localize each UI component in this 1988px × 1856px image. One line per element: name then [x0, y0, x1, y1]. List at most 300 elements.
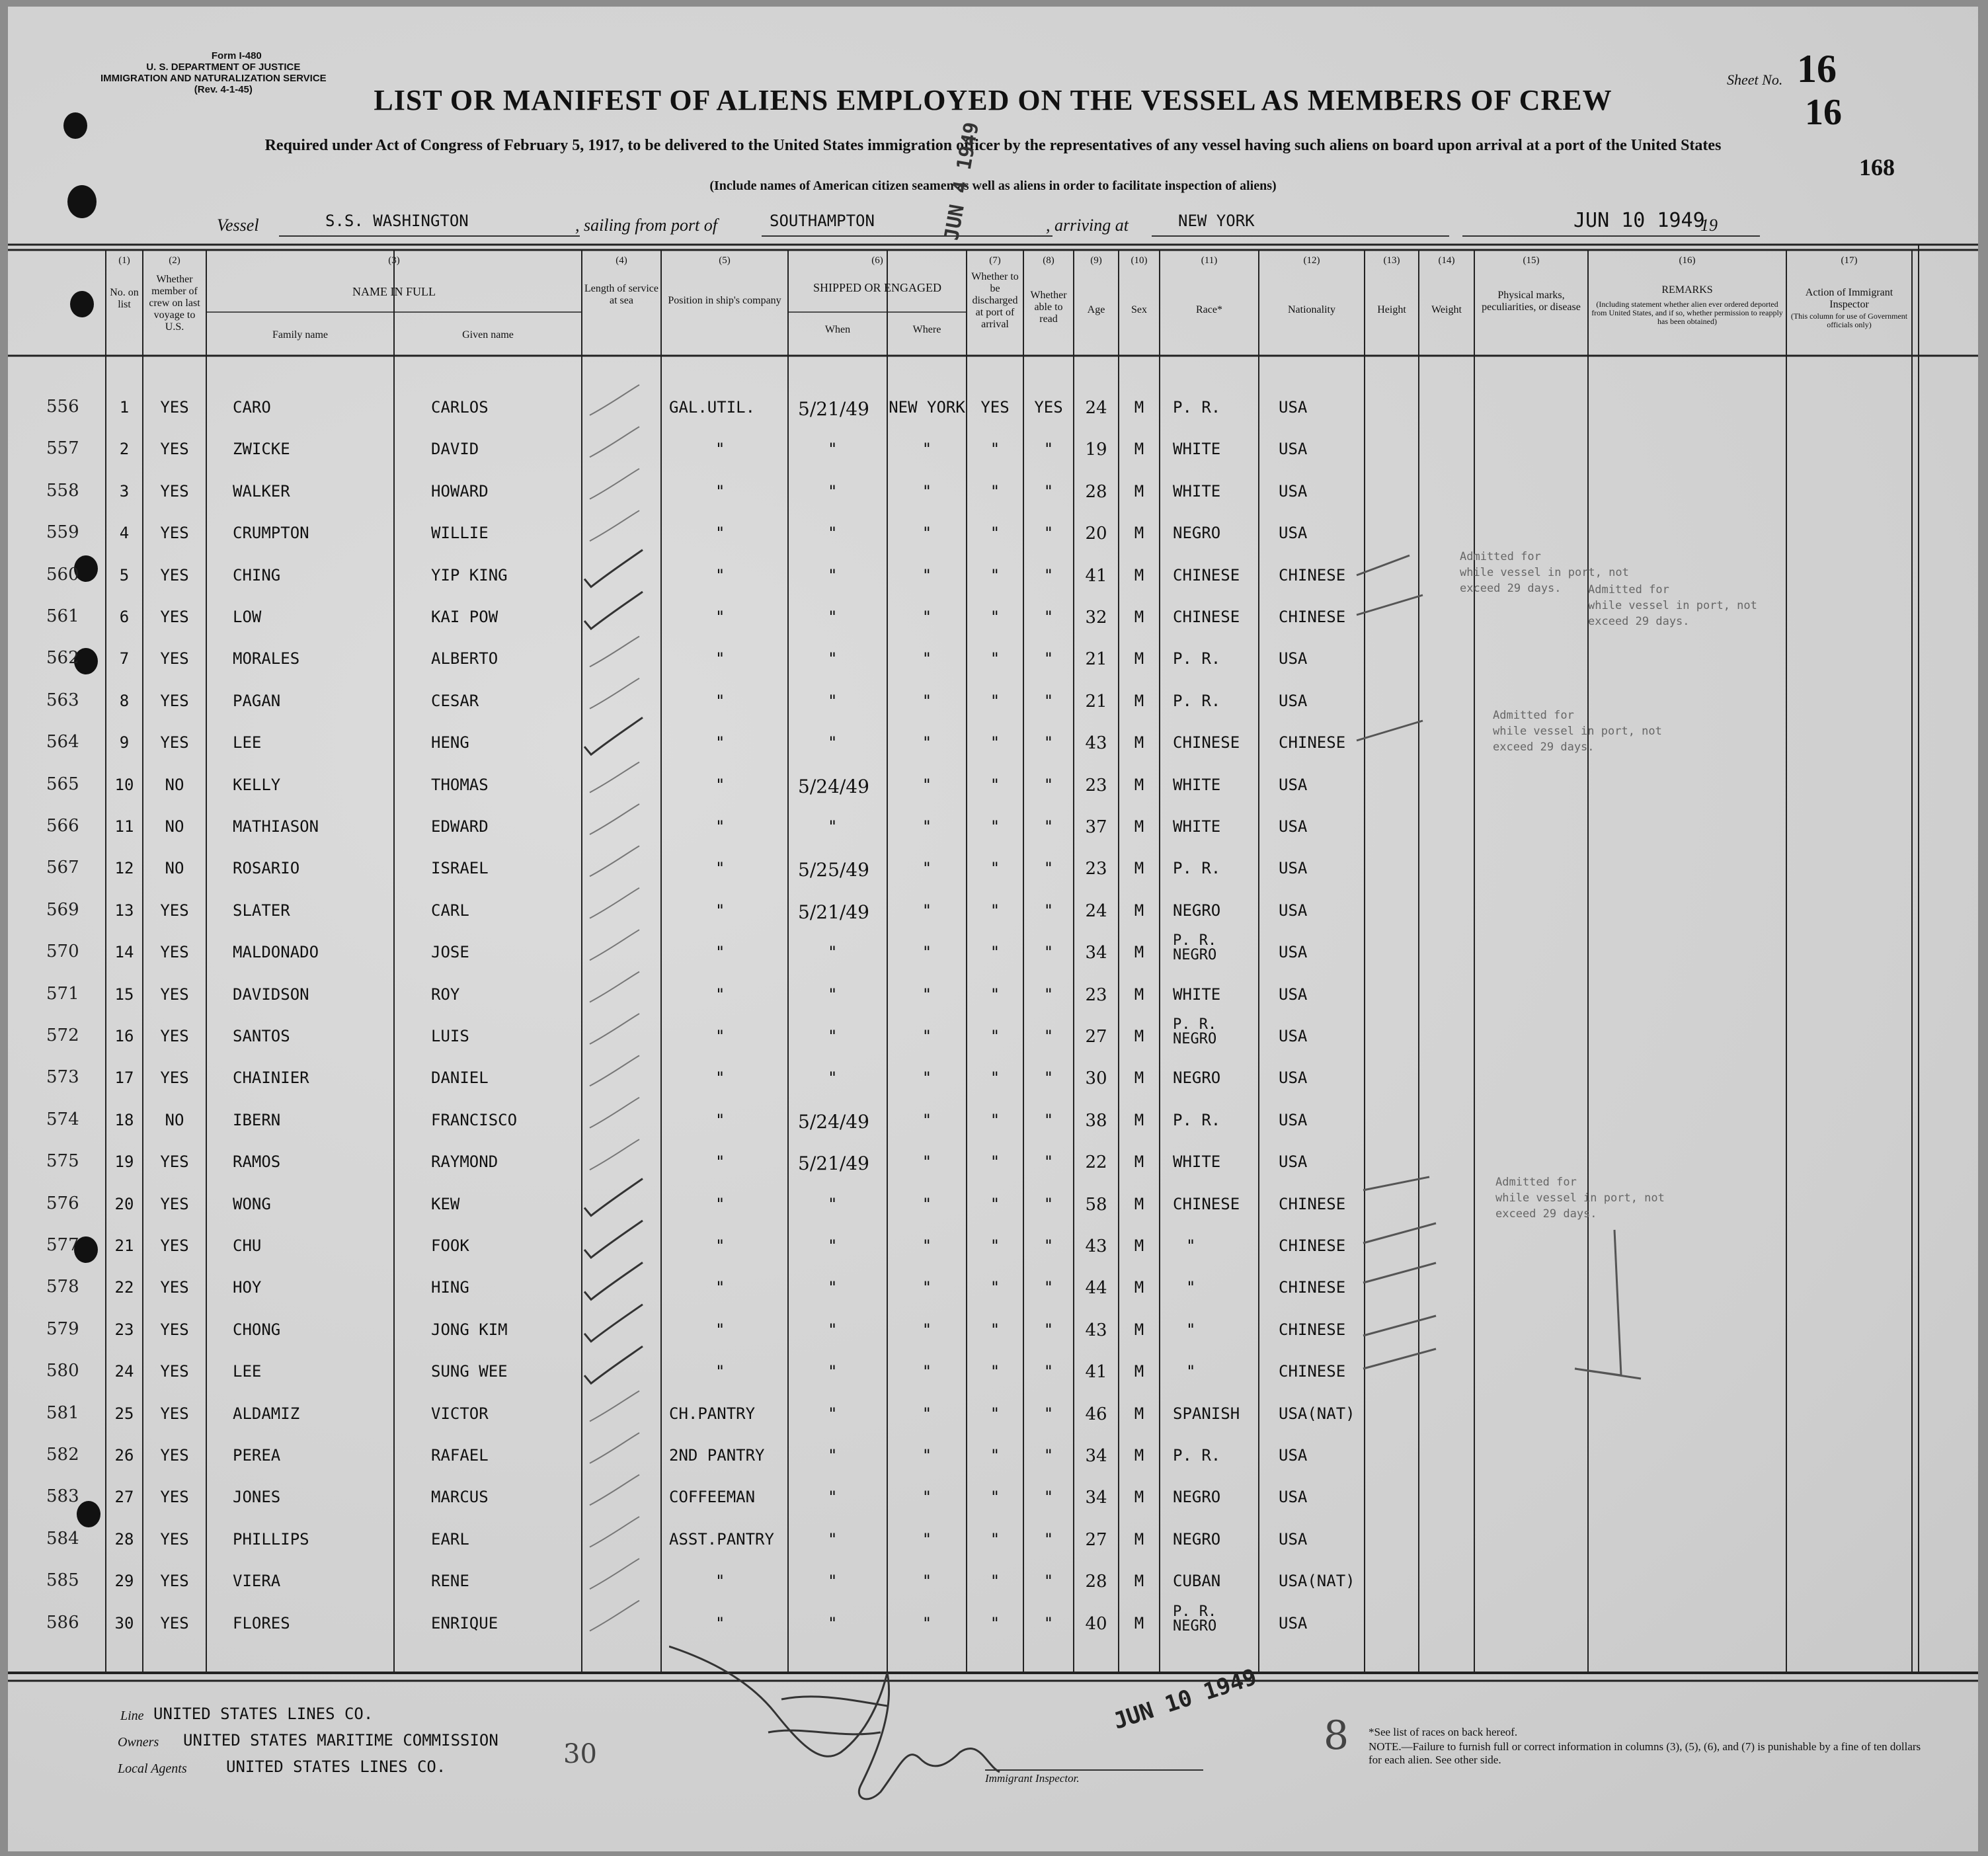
row-given-name: DANIEL: [431, 1069, 489, 1088]
row-sex: M: [1134, 481, 1144, 501]
row-family-name: WONG: [233, 1194, 271, 1213]
row-discharged: ": [990, 1572, 1000, 1591]
row-shipped-where: ": [922, 481, 932, 501]
row-nationality: USA: [1279, 985, 1308, 1004]
vessel-label: Vessel: [217, 216, 259, 235]
remark-admitted: Admitted for while vessel in port, not exceed 29 days.: [1460, 550, 1629, 595]
row-race: ": [1186, 1362, 1196, 1381]
row-shipped-when: ": [828, 481, 838, 501]
row-shipped-when: ": [828, 649, 838, 668]
row-position: ": [715, 1194, 725, 1213]
row-given-name: ALBERTO: [431, 649, 498, 668]
row-shipped-when: ": [828, 1529, 838, 1549]
sailing-label: , sailing from port of: [575, 216, 718, 235]
column-header-c4: Length of service at sea: [584, 283, 658, 306]
row-sex: M: [1134, 1446, 1144, 1465]
row-discharged: ": [990, 1529, 1000, 1549]
row-family-name: RAMOS: [233, 1152, 281, 1172]
row-able-to-read: ": [1043, 859, 1054, 878]
column-header-remarks-note: (Including statement whether alien ever ordered deported from United States, and if so, whether permission to reapply has been obtained): [1591, 300, 1783, 326]
row-shipped-where: ": [922, 565, 932, 585]
row-position: ": [715, 1027, 725, 1045]
row-shipped-where: ": [922, 817, 932, 836]
row-list-number: 574: [46, 1109, 79, 1129]
row-given-name: WILLIE: [431, 524, 489, 543]
row-number: 7: [119, 649, 130, 668]
row-discharged: ": [990, 1613, 1000, 1633]
row-given-name: ISRAEL: [431, 859, 489, 878]
row-discharged: ": [990, 1278, 1000, 1297]
row-shipped-where: ": [922, 775, 932, 794]
arriving-label: , arriving at: [1046, 216, 1129, 235]
row-position: 2ND PANTRY: [669, 1446, 765, 1465]
row-age: 23: [1085, 985, 1107, 1005]
row-discharged: ": [990, 1404, 1000, 1423]
row-previous-voyage: YES: [160, 943, 189, 962]
row-previous-voyage: YES: [160, 691, 189, 710]
row-previous-voyage: YES: [160, 1362, 189, 1381]
row-previous-voyage: YES: [160, 1488, 189, 1507]
row-discharged: ": [990, 691, 1000, 710]
row-age: 43: [1085, 1320, 1107, 1340]
row-able-to-read: ": [1043, 691, 1054, 710]
row-shipped-where: ": [922, 901, 932, 920]
row-discharged: ": [990, 1236, 1000, 1255]
row-given-name: DAVID: [431, 440, 479, 459]
row-age: 21: [1085, 691, 1107, 711]
line-label: Line: [120, 1709, 144, 1723]
row-previous-voyage: YES: [160, 565, 189, 585]
row-previous-voyage: YES: [160, 524, 189, 543]
inspector-label: Immigrant Inspector.: [985, 1769, 1203, 1785]
row-sex: M: [1134, 1027, 1144, 1045]
agents-label: Local Agents: [118, 1761, 187, 1776]
row-able-to-read: YES: [1034, 398, 1063, 417]
row-family-name: CHU: [233, 1236, 262, 1255]
row-shipped-when: ": [828, 1613, 838, 1633]
row-able-to-read: ": [1043, 1320, 1054, 1339]
row-sex: M: [1134, 1404, 1144, 1423]
row-discharged: ": [990, 1152, 1000, 1172]
row-shipped-where: ": [922, 1069, 932, 1088]
manifest-sheet: [8, 7, 1978, 1851]
row-list-number: 559: [46, 522, 79, 543]
row-nationality: CHINESE: [1279, 608, 1346, 626]
row-number: 10: [114, 775, 134, 794]
row-previous-voyage: YES: [160, 1529, 189, 1549]
receipt-stamp: JUN 4 1949: [940, 120, 984, 243]
column-number-c1: (1): [118, 255, 130, 266]
row-able-to-read: ": [1043, 1446, 1054, 1465]
row-discharged: ": [990, 817, 1000, 836]
row-age: 20: [1085, 524, 1107, 544]
row-shipped-when: ": [828, 1278, 838, 1297]
row-position: CH.PANTRY: [669, 1404, 756, 1423]
row-nationality: USA: [1279, 1152, 1308, 1172]
row-position: ": [715, 524, 725, 543]
column-header-c10: Sex: [1131, 304, 1147, 315]
column-header-where: Where: [912, 324, 941, 335]
row-family-name: CRUMPTON: [233, 524, 309, 543]
column-header-c17: Action of Immigrant Inspector: [1805, 287, 1893, 310]
row-discharged: ": [990, 943, 1000, 962]
row-discharged: ": [990, 985, 1000, 1004]
row-position: ": [715, 901, 725, 920]
row-given-name: HENG: [431, 733, 469, 752]
row-shipped-where: ": [922, 1194, 932, 1213]
row-discharged: ": [990, 733, 1000, 752]
row-given-name: MARCUS: [431, 1488, 489, 1507]
row-previous-voyage: YES: [160, 1320, 189, 1339]
row-given-name: HING: [431, 1278, 469, 1297]
row-age: 27: [1085, 1027, 1107, 1047]
row-able-to-read: ": [1043, 1194, 1054, 1213]
row-shipped-where: ": [922, 1027, 932, 1045]
row-number: 28: [114, 1529, 134, 1549]
row-given-name: SUNG WEE: [431, 1362, 508, 1381]
row-discharged: ": [990, 859, 1000, 878]
row-race: CUBAN: [1173, 1572, 1221, 1591]
row-able-to-read: ": [1043, 1529, 1054, 1549]
row-number: 30: [114, 1613, 134, 1633]
handwritten-mark: 8: [1324, 1713, 1349, 1759]
row-able-to-read: ": [1043, 1488, 1054, 1507]
row-race: ": [1186, 1320, 1196, 1339]
row-sex: M: [1134, 1572, 1144, 1591]
row-given-name: LUIS: [431, 1027, 469, 1045]
row-shipped-when: ": [828, 1320, 838, 1339]
row-able-to-read: ": [1043, 649, 1054, 668]
column-header-c15: Physical marks, peculiarities, or disease: [1482, 290, 1581, 313]
row-age: 24: [1085, 398, 1107, 418]
column-header-c5: Position in ship's company: [668, 295, 781, 306]
row-shipped-when: 5/21/49: [798, 901, 869, 923]
row-nationality: CHINESE: [1279, 1278, 1346, 1297]
row-shipped-when: ": [828, 524, 838, 543]
row-shipped-when: ": [828, 943, 838, 962]
row-nationality: USA(NAT): [1279, 1404, 1355, 1423]
column-header-family-name: Family name: [272, 329, 328, 341]
row-family-name: JONES: [233, 1488, 281, 1507]
row-list-number: 571: [46, 983, 79, 1004]
row-age: 34: [1085, 1446, 1107, 1466]
row-given-name: CARLOS: [431, 398, 489, 417]
row-shipped-where: ": [922, 1488, 932, 1507]
row-nationality: USA: [1279, 943, 1308, 962]
row-position: ": [715, 649, 725, 668]
row-position: ": [715, 733, 725, 752]
row-given-name: JONG KIM: [431, 1320, 508, 1339]
row-list-number: 561: [46, 606, 79, 626]
row-race: P. R.: [1173, 691, 1221, 710]
row-race: CHINESE: [1173, 565, 1240, 585]
row-list-number: 572: [46, 1026, 79, 1045]
row-list-number: 570: [46, 942, 79, 962]
row-position: ": [715, 1278, 725, 1297]
row-shipped-when: ": [828, 733, 838, 752]
row-position: ": [715, 691, 725, 710]
row-discharged: ": [990, 608, 1000, 626]
row-family-name: LOW: [233, 608, 262, 626]
row-nationality: CHINESE: [1279, 1362, 1346, 1381]
row-given-name: VICTOR: [431, 1404, 489, 1423]
row-nationality: CHINESE: [1279, 733, 1346, 752]
row-list-number: 580: [46, 1361, 79, 1381]
column-header-c8: Whether able to read: [1030, 290, 1067, 325]
row-family-name: SANTOS: [233, 1027, 290, 1045]
row-family-name: WALKER: [233, 481, 290, 501]
row-nationality: CHINESE: [1279, 1236, 1346, 1255]
row-race: P. R.: [1173, 859, 1221, 878]
row-list-number: 556: [46, 397, 79, 417]
row-age: 43: [1085, 1236, 1107, 1256]
row-shipped-when: ": [828, 440, 838, 459]
column-number-c13: (13): [1383, 255, 1400, 266]
row-previous-voyage: YES: [160, 1152, 189, 1172]
row-able-to-read: ": [1043, 1152, 1054, 1172]
row-age: 34: [1085, 1488, 1107, 1508]
row-family-name: CHING: [233, 565, 281, 585]
year-label: 19: [1700, 216, 1718, 235]
row-nationality: USA: [1279, 1488, 1308, 1507]
row-list-number: 569: [46, 899, 79, 920]
row-previous-voyage: YES: [160, 1236, 189, 1255]
pencil-marks: [8, 7, 1978, 1851]
row-list-number: 584: [46, 1528, 79, 1549]
row-shipped-where: ": [922, 943, 932, 962]
row-nationality: USA(NAT): [1279, 1572, 1355, 1591]
row-sex: M: [1134, 985, 1144, 1004]
row-given-name: KAI POW: [431, 608, 498, 626]
inspection-date-stamp: JUN 10 1949: [1110, 1664, 1260, 1735]
row-previous-voyage: YES: [160, 608, 189, 626]
row-previous-voyage: YES: [160, 1446, 189, 1465]
row-shipped-where: ": [922, 859, 932, 878]
row-shipped-when: ": [828, 1069, 838, 1088]
row-sex: M: [1134, 901, 1144, 920]
row-age: 58: [1085, 1194, 1107, 1215]
row-given-name: EARL: [431, 1529, 469, 1549]
row-shipped-when: 5/21/49: [798, 1152, 869, 1175]
row-nationality: USA: [1279, 524, 1308, 543]
row-previous-voyage: YES: [160, 1613, 189, 1633]
row-position: ": [715, 1069, 725, 1088]
row-race: P. R. NEGRO: [1173, 932, 1217, 964]
row-list-number: 576: [46, 1193, 79, 1213]
row-number: 2: [119, 440, 130, 459]
line-value: UNITED STATES LINES CO.: [153, 1705, 374, 1723]
row-shipped-where: ": [922, 985, 932, 1004]
row-number: 20: [114, 1194, 134, 1213]
inspector-signature: [669, 1633, 1066, 1818]
row-shipped-when: ": [828, 691, 838, 710]
row-sex: M: [1134, 1069, 1144, 1088]
row-able-to-read: ": [1043, 1236, 1054, 1255]
column-number-c4: (4): [616, 255, 627, 266]
row-list-number: 573: [46, 1067, 79, 1088]
row-nationality: USA: [1279, 817, 1308, 836]
row-position: COFFEEMAN: [669, 1488, 756, 1507]
column-number-c15: (15): [1523, 255, 1540, 266]
row-previous-voyage: NO: [165, 817, 184, 836]
row-previous-voyage: YES: [160, 1278, 189, 1297]
row-sex: M: [1134, 524, 1144, 543]
penalty-note: NOTE.—Failure to furnish full or correct information in columns (3), (5), (6), and (7) is punishable by a fine of ten dollars for each alien. See other side.: [1369, 1740, 1921, 1766]
arriving-port: NEW YORK: [1178, 212, 1255, 230]
column-header-c7: Whether to be discharged at port of arrival: [971, 271, 1019, 330]
row-race: SPANISH: [1173, 1404, 1240, 1423]
form-service: IMMIGRATION AND NATURALIZATION SERVICE: [100, 73, 327, 84]
column-header-c11: Race*: [1196, 304, 1222, 315]
row-discharged: ": [990, 1320, 1000, 1339]
row-able-to-read: ": [1043, 901, 1054, 920]
column-number-c17: (17): [1841, 255, 1858, 266]
row-discharged: ": [990, 565, 1000, 585]
row-position: ": [715, 775, 725, 794]
owners-label: Owners: [118, 1735, 159, 1750]
arrival-date: JUN 10 1949: [1573, 209, 1705, 232]
column-header-action-note: (This column for use of Government officials only): [1790, 311, 1908, 329]
row-discharged: ": [990, 481, 1000, 501]
row-race: WHITE: [1173, 817, 1221, 836]
row-list-number: 578: [46, 1277, 79, 1297]
row-previous-voyage: YES: [160, 649, 189, 668]
row-previous-voyage: NO: [165, 775, 184, 794]
column-header-c9: Age: [1087, 304, 1105, 315]
row-family-name: PHILLIPS: [233, 1529, 309, 1549]
row-able-to-read: ": [1043, 565, 1054, 585]
row-nationality: USA: [1279, 859, 1308, 878]
row-shipped-when: ": [828, 1572, 838, 1591]
row-age: 40: [1085, 1613, 1107, 1634]
row-sex: M: [1134, 943, 1144, 962]
column-header-c6: SHIPPED OR ENGAGED: [813, 281, 941, 294]
row-given-name: ENRIQUE: [431, 1613, 498, 1633]
row-shipped-when: 5/25/49: [798, 859, 869, 881]
column-header-c1: No. on list: [110, 287, 139, 310]
row-given-name: JOSE: [431, 943, 469, 962]
row-race: P. R. NEGRO: [1173, 1016, 1217, 1047]
row-race: CHINESE: [1173, 608, 1240, 626]
row-list-number: 558: [46, 480, 79, 501]
row-nationality: USA: [1279, 691, 1308, 710]
column-number-c8: (8): [1043, 255, 1054, 266]
row-number: 27: [114, 1488, 134, 1507]
row-previous-voyage: YES: [160, 1069, 189, 1088]
row-previous-voyage: YES: [160, 398, 189, 417]
row-nationality: USA: [1279, 1027, 1308, 1045]
row-race: WHITE: [1173, 985, 1221, 1004]
row-race: NEGRO: [1173, 1488, 1221, 1507]
row-discharged: ": [990, 1488, 1000, 1507]
row-number: 5: [119, 565, 130, 585]
row-list-number: 582: [46, 1445, 79, 1465]
row-nationality: USA: [1279, 1110, 1308, 1129]
row-shipped-when: ": [828, 1236, 838, 1255]
row-race: ": [1186, 1278, 1196, 1297]
row-position: GAL.UTIL.: [669, 398, 756, 417]
row-race: P. R.: [1173, 398, 1221, 417]
row-number: 11: [114, 817, 134, 836]
page-title: LIST OR MANIFEST OF ALIENS EMPLOYED ON THE VESSEL AS MEMBERS OF CREW: [374, 84, 1612, 116]
row-nationality: USA: [1279, 440, 1308, 459]
row-family-name: LEE: [233, 733, 262, 752]
row-sex: M: [1134, 608, 1144, 626]
row-able-to-read: ": [1043, 1572, 1054, 1591]
row-shipped-when: ": [828, 608, 838, 626]
row-age: 46: [1085, 1404, 1107, 1424]
row-previous-voyage: YES: [160, 985, 189, 1004]
row-sex: M: [1134, 691, 1144, 710]
column-number-c12: (12): [1303, 255, 1320, 266]
row-discharged: ": [990, 1027, 1000, 1045]
owners-value: UNITED STATES MARITIME COMMISSION: [183, 1731, 498, 1750]
row-family-name: IBERN: [233, 1110, 281, 1129]
row-position: ": [715, 565, 725, 585]
row-position: ": [715, 1362, 725, 1381]
row-shipped-where: ": [922, 1362, 932, 1381]
row-able-to-read: ": [1043, 524, 1054, 543]
row-previous-voyage: YES: [160, 440, 189, 459]
row-given-name: FRANCISCO: [431, 1110, 518, 1129]
row-list-number: 575: [46, 1151, 79, 1172]
row-list-number: 577: [46, 1235, 79, 1255]
row-shipped-when: ": [828, 565, 838, 585]
row-shipped-where: ": [922, 524, 932, 543]
row-able-to-read: ": [1043, 1613, 1054, 1633]
row-number: 4: [119, 524, 130, 543]
row-sex: M: [1134, 1613, 1144, 1633]
row-race: NEGRO: [1173, 1069, 1221, 1088]
row-age: 38: [1085, 1110, 1107, 1131]
row-previous-voyage: YES: [160, 901, 189, 920]
row-race: WHITE: [1173, 1152, 1221, 1172]
row-able-to-read: ": [1043, 817, 1054, 836]
row-shipped-when: ": [828, 1362, 838, 1381]
row-age: 21: [1085, 649, 1107, 670]
row-nationality: USA: [1279, 1446, 1308, 1465]
races-note: *See list of races on back hereof.: [1369, 1726, 1518, 1738]
row-sex: M: [1134, 1529, 1144, 1549]
sheet-number-repeat: 16: [1805, 92, 1842, 133]
row-number: 6: [119, 608, 130, 626]
row-family-name: MORALES: [233, 649, 300, 668]
row-shipped-when: 5/24/49: [798, 775, 869, 797]
row-age: 32: [1085, 608, 1107, 627]
row-shipped-when: 5/21/49: [798, 398, 869, 420]
row-given-name: THOMAS: [431, 775, 489, 794]
row-list-number: 566: [46, 816, 79, 836]
row-family-name: ROSARIO: [233, 859, 300, 878]
handwritten-count: 30: [563, 1739, 597, 1769]
row-number: 18: [114, 1110, 134, 1129]
row-discharged: ": [990, 1069, 1000, 1088]
row-nationality: USA: [1279, 901, 1308, 920]
row-race: NEGRO: [1173, 1529, 1221, 1549]
row-family-name: PEREA: [233, 1446, 281, 1465]
row-race: P. R.: [1173, 1446, 1221, 1465]
row-list-number: 585: [46, 1570, 79, 1591]
row-previous-voyage: NO: [165, 859, 184, 878]
row-sex: M: [1134, 1110, 1144, 1129]
row-shipped-where: ": [922, 1152, 932, 1172]
row-previous-voyage: YES: [160, 733, 189, 752]
row-nationality: USA: [1279, 398, 1308, 417]
form-revision: (Rev. 4-1-45): [194, 84, 253, 95]
remark-admitted: Admitted for while vessel in port, not exceed 29 days.: [1493, 709, 1662, 754]
row-family-name: CHAINIER: [233, 1069, 309, 1088]
row-discharged: YES: [980, 398, 1010, 417]
